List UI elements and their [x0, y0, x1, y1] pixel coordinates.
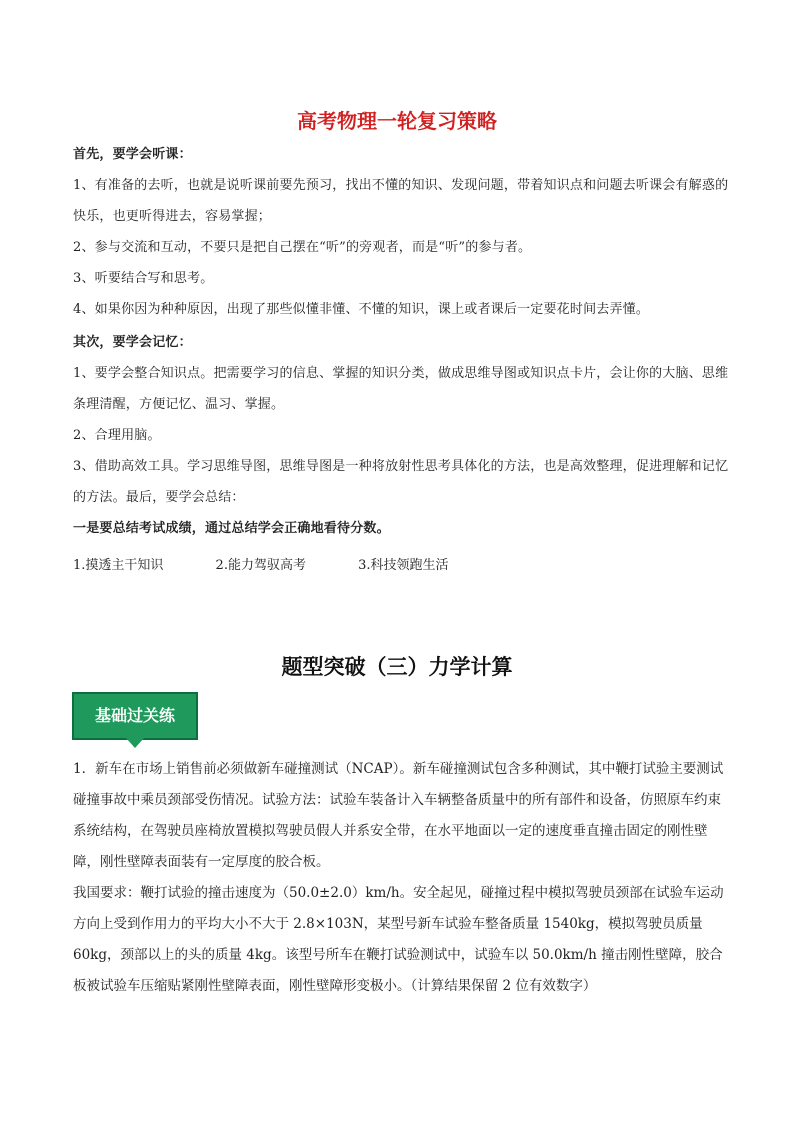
listening-item-3: 3、听要结合写和思考。 — [73, 271, 214, 286]
strategy-section-listening — [73, 139, 733, 325]
memory-item-3: 3、借助高效工具。学习思维导图，思维导图是一种将放射性思考具体化的方法，也是高效整理，促进理解和记忆的方法。最后，要学会总结： — [73, 459, 729, 505]
problem-paragraph-2: 我国要求：鞭打试验的撞击速度为（50.0±2.0）km/h。安全起见，碰撞过程中模拟驾驶员颈部在试验车运动方向上受到作用力的平均大小不大于 2.8×103N，某型号新车试验车整备质量 1540kg，模拟驾驶员质量 60kg，颈部以上的头的质量 4kg。该型号所车在鞭打试验测试中，试验车以 50.0km/h 撞击刚性壁障，胶合板被试验车压缩贴紧刚性壁障表面，刚性壁障形变极小。（计算结果保留 2 位有效数字） — [73, 885, 724, 994]
summary-bold-line: 一是要总结考试成绩，通过总结学会正确地看待分数。 — [73, 521, 390, 536]
listening-item-1: 1、有准备的去听，也就是说听课前要先预习，找出不懂的知识、发现问题，带着知识点和问题去听课会有解惑的快乐，也更听得进去，容易掌握； — [73, 178, 729, 224]
page-title: 高考物理一轮复习策略 — [297, 109, 497, 133]
problem-1 — [73, 754, 733, 1002]
strategy-section-memory — [73, 327, 733, 544]
problem-paragraph-1: 1．新车在市场上销售前必须做新车碰撞测试（NCAP）。新车碰撞测试包含多种测试，其中鞭打试验主要测试碰撞事故中乘员颈部受伤情况。试验方法：试验车装备计入车辆整备质量中的所有部件和设备，仿照原车约束系统结构，在驾驶员座椅放置模拟驾驶员假人并系安全带，在水平地面以一定的速度垂直撞击固定的刚性壁障，刚性壁障表面装有一定厚度的胶合板。 — [73, 761, 724, 870]
memory-item-1: 1、要学会整合知识点。把需要学习的信息、掌握的知识分类，做成思维导图或知识点卡片，会让你的大脑、思维条理清醒，方便记忆、温习、掌握。 — [73, 366, 729, 412]
memory-item-2: 2、合理用脑。 — [73, 428, 161, 443]
subject-item-3: 3.科技领跑生活 — [358, 558, 449, 573]
memory-heading: 其次，要学会记忆： — [73, 335, 192, 350]
listening-heading: 首先，要学会听课： — [73, 147, 192, 162]
badge-pointer — [126, 738, 144, 748]
listening-item-4: 4、如果你因为种种原因，出现了那些似懂非懂、不懂的知识，课上或者课后一定要花时间去弄懂。 — [73, 302, 650, 317]
subject-list — [73, 552, 449, 580]
subject-item-2: 2.能力驾驭高考 — [215, 558, 306, 573]
section-title: 题型突破（三）力学计算 — [281, 654, 513, 679]
subject-item-1: 1.摸透主干知识 — [73, 558, 164, 573]
badge-label: 基础过关练 — [72, 692, 198, 740]
section-badge — [72, 692, 198, 750]
listening-item-2: 2、参与交流和互动，不要只是把自己摆在“听”的旁观者，而是“听”的参与者。 — [73, 240, 532, 255]
